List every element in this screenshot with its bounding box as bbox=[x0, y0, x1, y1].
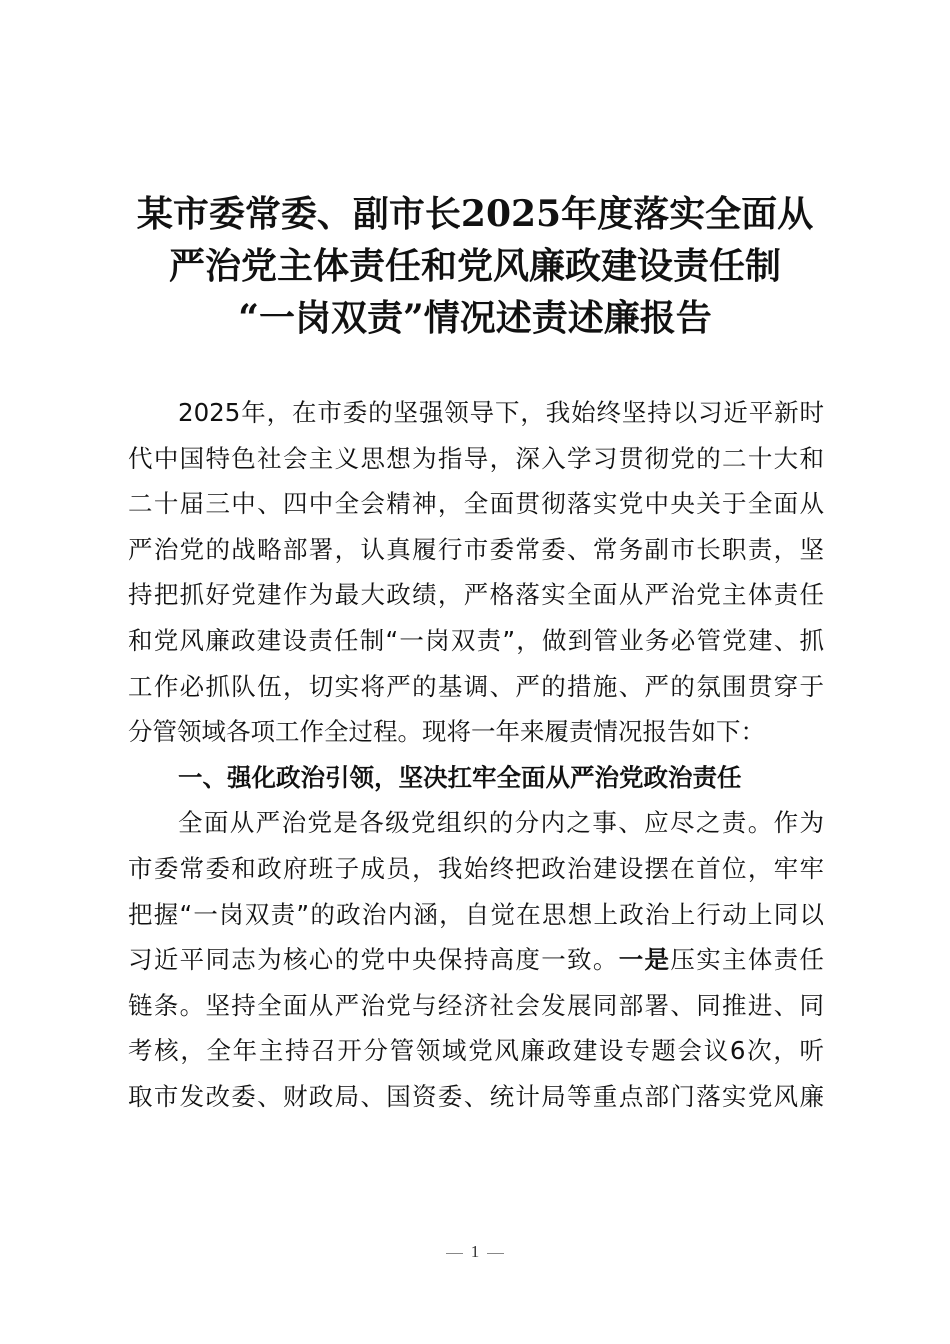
section-line bbox=[128, 937, 824, 983]
section-line: 考核，全年主持召开分管领域党风廉政建设专题会议6次，听 bbox=[128, 1036, 824, 1066]
title-line-2: 严治党主体责任和党风廉政建设责任制 bbox=[168, 245, 781, 287]
section-text: 压实主体责任 bbox=[670, 945, 825, 975]
section-line: 取市发改委、财政局、国资委、统计局等重点部门落实党风廉 bbox=[128, 1081, 824, 1111]
dash-left bbox=[446, 1253, 463, 1254]
title-line-1: 某市委常委、副市长2025年度落实全面从 bbox=[136, 193, 814, 235]
section-line: 链条。坚持全面从严治党与经济社会发展同部署、同推进、同 bbox=[128, 990, 824, 1020]
document-body bbox=[128, 390, 824, 1120]
intro-line: 工作必抓队伍，切实将严的基调、严的措施、严的氛围贯穿于 bbox=[128, 671, 824, 701]
intro-line: 和党风廉政建设责任制“一岗双责”，做到管业务必管党建、抓 bbox=[128, 625, 824, 655]
emphasis-text: 一是 bbox=[618, 945, 671, 975]
title-line-3: “一岗双责”情况述责述廉报告 bbox=[238, 297, 712, 339]
section-heading: 一、强化政治引领，坚决扛牢全面从严治党政治责任 bbox=[178, 762, 742, 792]
intro-line: 持把抓好党建作为最大政绩，严格落实全面从严治党主体责任 bbox=[128, 580, 824, 610]
intro-line: 二十届三中、四中全会精神，全面贯彻落实党中央关于全面从 bbox=[128, 489, 824, 519]
intro-line: 严治党的战略部署，认真履行市委常委、常务副市长职责，坚 bbox=[128, 534, 824, 564]
section-line: 市委常委和政府班子成员，我始终把政治建设摆在首位，牢牢 bbox=[128, 853, 824, 883]
intro-line: 分管领域各项工作全过程。现将一年来履责情况报告如下： bbox=[128, 717, 765, 747]
section-line: 把握“一岗双责”的政治内涵，自觉在思想上政治上行动上同以 bbox=[128, 899, 824, 929]
section-line: 全面从严治党是各级党组织的分内之事、应尽之责。作为 bbox=[178, 808, 824, 838]
document-title bbox=[100, 188, 850, 344]
section-text: 习近平同志为核心的党中央保持高度一致。 bbox=[128, 945, 619, 975]
dash-right bbox=[487, 1253, 504, 1254]
intro-line: 代中国特色社会主义思想为指导，深入学习贯彻党的二十大和 bbox=[128, 443, 824, 473]
page-footer bbox=[0, 1242, 950, 1262]
page-number: 1 bbox=[470, 1242, 480, 1261]
intro-line: 2025年，在市委的坚强领导下，我始终坚持以习近平新时 bbox=[178, 398, 824, 427]
